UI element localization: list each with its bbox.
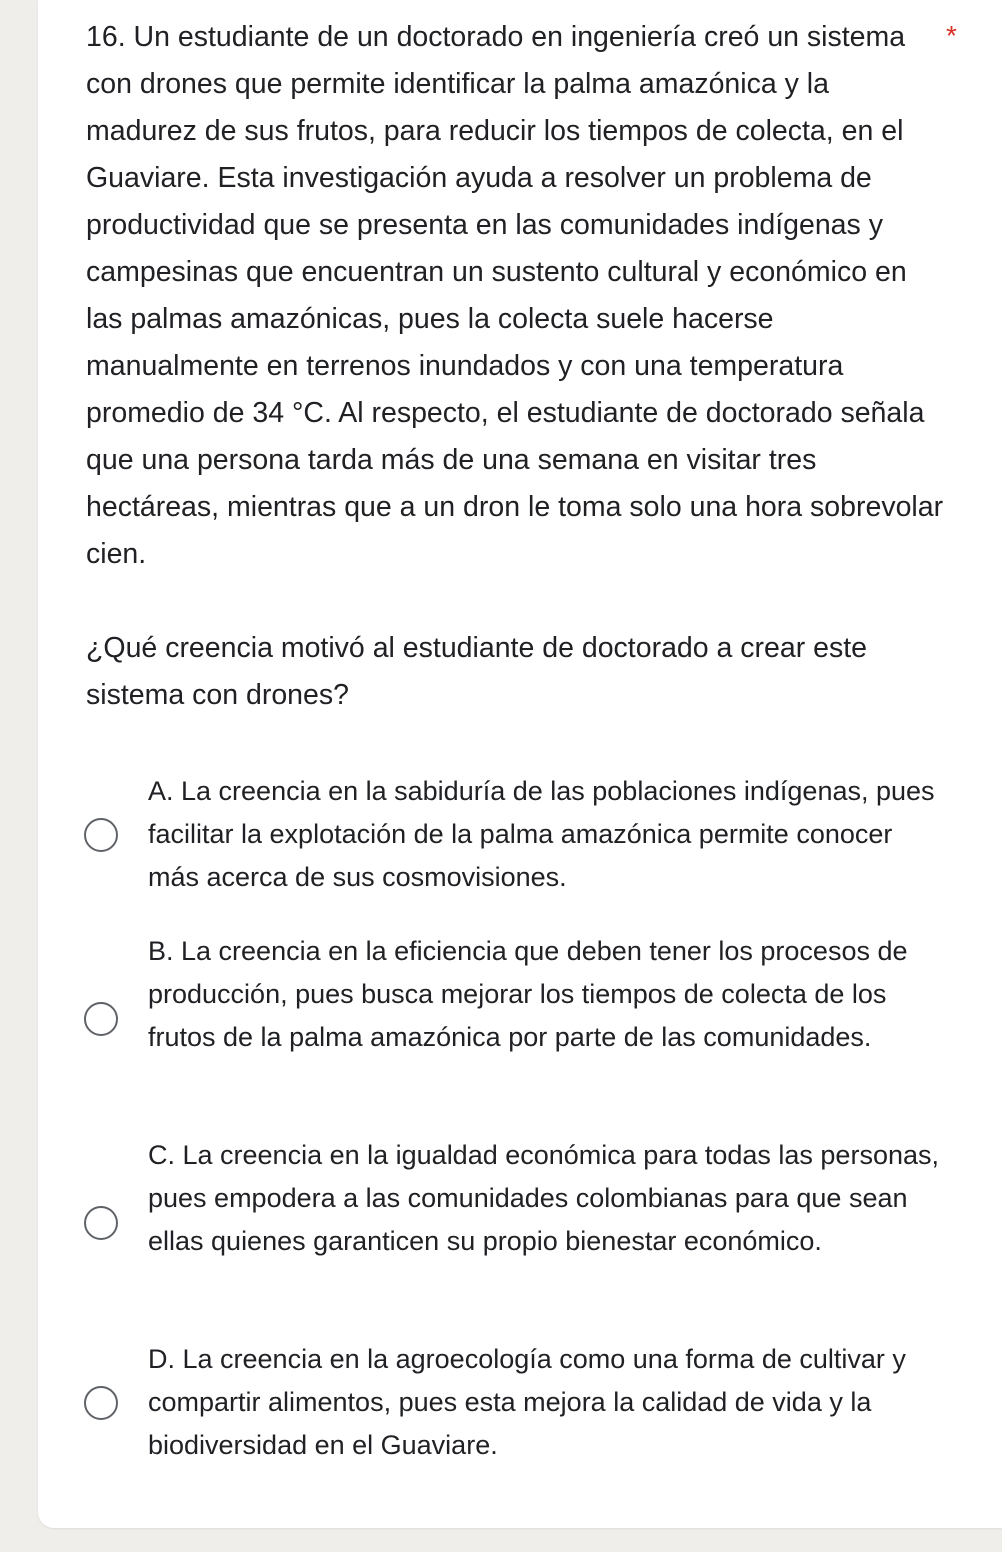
option-d[interactable]: [80, 1338, 960, 1468]
question-prompt: ¿Qué creencia motivó al estudiante de doctorado a crear este sistema con drones?: [86, 632, 868, 711]
option-a[interactable]: [80, 770, 960, 900]
required-asterisk: *: [946, 20, 957, 51]
question-text-block: [86, 14, 946, 719]
question-statement: 16. Un estudiante de un doctorado en ingeniería creó un sistema con drones que permite identificar la palma amazónica y la madurez de sus frutos, para reducir los tiempos de colecta, en el Guaviare. Esta investigación ayuda a resolver un problema de productividad que se presenta en las comunidades indígenas y campesinas que encuentran un sustento cultural y económico en las palmas amazónicas, pues la colecta suele hacerse manualmente en terrenos inundados y con una temperatura promedio de 34 °C. Al respecto, el estudiante de doctorado señala que una persona tarda más de una semana en visitar tres hectáreas, mientras que a un dron le toma solo una hora sobrevolar cien.: [86, 21, 944, 570]
option-d-label: D. La creencia en la agroecología como una forma de cultivar y compartir alimentos, pues esta mejora la calidad de vida y la biodiversidad en el Guaviare.: [148, 1344, 906, 1460]
radio-button-b[interactable]: [84, 1002, 118, 1036]
option-b-label: B. La creencia en la eficiencia que deben tener los procesos de producción, pues busca mejorar los tiempos de colecta de los frutos de la palma amazónica por parte de las comunidades.: [148, 936, 908, 1052]
radio-button-a[interactable]: [84, 818, 118, 852]
option-a-label: A. La creencia en la sabiduría de las poblaciones indígenas, pues facilitar la explotación de la palma amazónica permite conocer más acerca de sus cosmovisiones.: [148, 776, 935, 892]
option-c-label: C. La creencia en la igualdad económica para todas las personas, pues empodera a las comunidades colombianas para que sean ellas quienes garanticen su propio bienestar económico.: [148, 1140, 939, 1256]
radio-button-c[interactable]: [84, 1206, 118, 1240]
option-c[interactable]: [80, 1134, 960, 1306]
option-b[interactable]: [80, 930, 960, 1102]
radio-button-d[interactable]: [84, 1386, 118, 1420]
